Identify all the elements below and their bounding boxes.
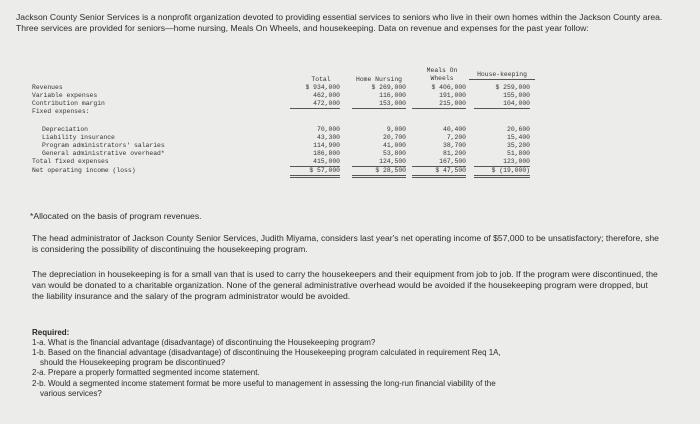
cell: $ 934,000 bbox=[305, 84, 340, 91]
requirement-line: should the Housekeeping program be discontinued? bbox=[40, 358, 226, 367]
cell: 9,000 bbox=[386, 126, 406, 133]
row-label: Total fixed expenses bbox=[32, 158, 109, 165]
row-label: Contribution margin bbox=[32, 100, 105, 107]
footnote: *Allocated on the basis of program revenues. bbox=[30, 211, 202, 221]
cell: 20,600 bbox=[506, 126, 530, 133]
header-housekeeping: House-keeping bbox=[469, 71, 535, 80]
header-meals-on-wheels: Meals On Wheels bbox=[426, 67, 458, 82]
cell: 155,000 bbox=[503, 92, 530, 99]
requirement-line: 2-a. Prepare a properly formatted segmented income statement. bbox=[32, 368, 260, 377]
cell: 41,000 bbox=[382, 142, 406, 149]
cell: 167,500 bbox=[412, 158, 466, 167]
cell: 15,400 bbox=[506, 134, 530, 141]
cell: $ 259,000 bbox=[495, 84, 530, 91]
cell: 104,000 bbox=[474, 100, 530, 109]
cell: 114,900 bbox=[313, 142, 340, 149]
cell: 415,000 bbox=[290, 158, 340, 167]
cell: 7,200 bbox=[446, 134, 466, 141]
administrator-paragraph: The head administrator of Jackson County Senior Services, Judith Miyama, considers last year's net operating income of $57,000 to be unsatisfactory; therefore, she is considering the possibility of discontinuing the housekeeping program. bbox=[32, 233, 659, 254]
cell: $ 406,000 bbox=[431, 84, 466, 91]
cell: $ 28,500 bbox=[352, 167, 406, 178]
cell: $ 269,000 bbox=[371, 84, 406, 91]
requirement-line: 1-a. What is the financial advantage (disadvantage) of discontinuing the Housekeeping program? bbox=[32, 338, 376, 347]
cell: 462,000 bbox=[313, 92, 340, 99]
row-label: Revenues bbox=[32, 84, 63, 91]
row-label: Program administrators' salaries bbox=[42, 142, 165, 149]
cell: 35,200 bbox=[506, 142, 530, 149]
cell: 472,000 bbox=[290, 100, 340, 109]
row-label: Fixed expenses: bbox=[32, 108, 90, 115]
cell: 215,000 bbox=[412, 100, 466, 109]
intro-paragraph: Jackson County Senior Services is a nonprofit organization devoted to providing essential services to seniors who live in their own homes within the Jackson County area. Three services are provided for seniors—home nursing, Meals On Wheels, and housekeeping. Data on revenue and expenses for the past year follow: bbox=[16, 12, 663, 33]
cell: $ (19,000) bbox=[474, 167, 530, 178]
cell: 124,500 bbox=[352, 158, 406, 167]
cell: 191,000 bbox=[439, 92, 466, 99]
row-label: Liability insurance bbox=[42, 134, 115, 141]
row-label: Variable expenses bbox=[32, 92, 98, 99]
requirement-line: various services? bbox=[40, 389, 102, 398]
requirement-line: 2-b. Would a segmented income statement format be more useful to management in assessing the long-run financial viability of the bbox=[32, 379, 496, 388]
cell: 186,800 bbox=[313, 150, 340, 157]
cell: 51,800 bbox=[506, 150, 530, 157]
cell: 153,000 bbox=[352, 100, 406, 109]
header-home-nursing: Home Nursing bbox=[355, 76, 403, 83]
row-label: Depreciation bbox=[42, 126, 89, 133]
depreciation-paragraph: The depreciation in housekeeping is for a small van that is used to carry the housekeepers and their equipment from job to job. If the program were discontinued, the van would be donated to a charitable organization. None of the general administrative overhead would be avoided if the housekeeping program were dropped, but the liability insurance and the salary of the program administrator would be avoided. bbox=[32, 269, 658, 301]
cell: 38,700 bbox=[442, 142, 466, 149]
cell: 123,000 bbox=[474, 158, 530, 167]
cell: 116,000 bbox=[379, 92, 406, 99]
required-title: Required: bbox=[32, 328, 70, 337]
cell: 81,200 bbox=[442, 150, 466, 157]
requirement-line: 1-b. Based on the financial advantage (disadvantage) of discontinuing the Housekeeping program calculated in requirement Req 1A, bbox=[32, 348, 501, 357]
income-table bbox=[0, 0, 700, 200]
row-label: General administrative overhead* bbox=[42, 150, 165, 157]
cell: 53,800 bbox=[382, 150, 406, 157]
cell: 40,400 bbox=[442, 126, 466, 133]
cell: 43,300 bbox=[316, 134, 340, 141]
cell: $ 47,500 bbox=[412, 167, 466, 178]
cell: $ 57,000 bbox=[290, 167, 340, 178]
cell: 70,000 bbox=[316, 126, 340, 133]
cell: 20,700 bbox=[382, 134, 406, 141]
row-label: Net operating income (loss) bbox=[32, 167, 136, 174]
header-total: Total bbox=[311, 76, 331, 83]
